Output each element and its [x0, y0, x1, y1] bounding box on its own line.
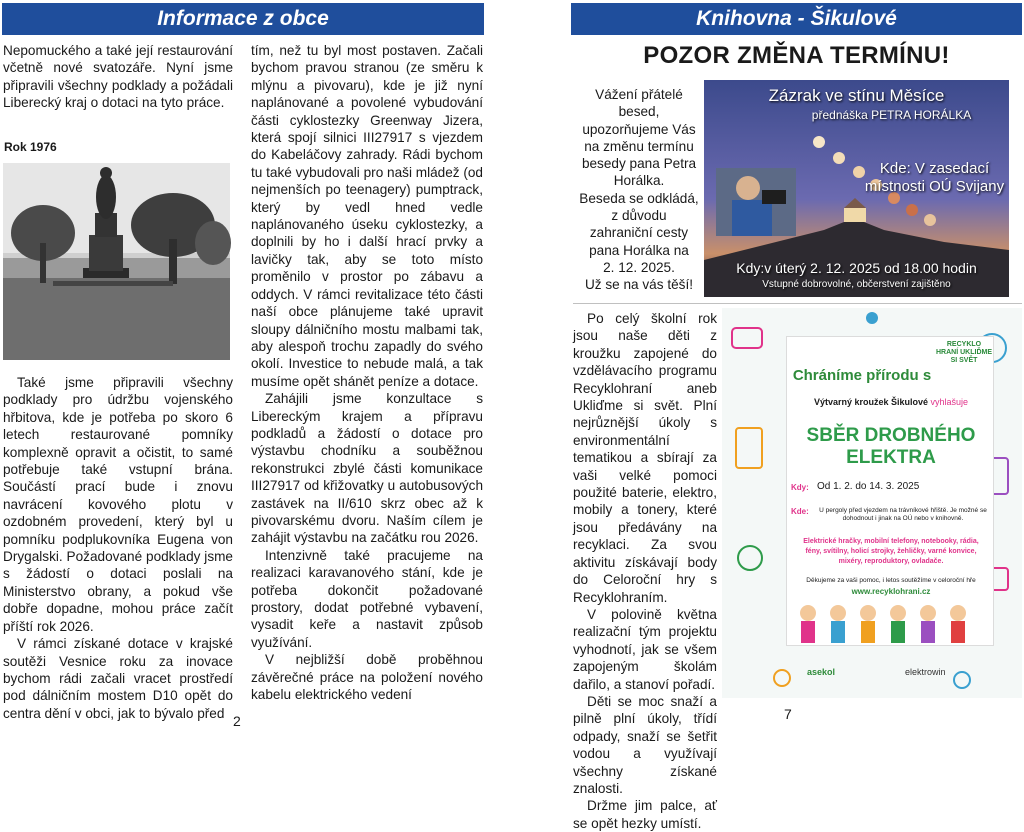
recyklohrani-logo: RECYKLO HRANÍ UKLIĎME SI SVĚT: [936, 341, 992, 364]
flyer-headline: SBĚR DROBNÉHO ELEKTRA: [806, 425, 976, 468]
poster-note: Vstupné dobrovolné, občerstvení zajištěno: [762, 279, 951, 290]
poster-lecturer: přednáška PETRA HORÁLKA: [811, 108, 972, 122]
notice-line: na změnu termínu: [584, 138, 694, 154]
notice-line: upozorňujeme Vás: [582, 121, 696, 137]
page-number-left: 2: [233, 713, 241, 729]
right-page-header-title: Knihovna - Šikulové: [696, 7, 897, 30]
right-page-header: [571, 3, 1022, 35]
notice-line: besedy pana Petra: [581, 156, 697, 172]
recycling-flyer: [722, 308, 1022, 698]
poster-title: Zázrak ve stínu Měsíce: [768, 86, 945, 105]
left-column-bottom: [3, 374, 233, 722]
page-number-right: 7: [784, 706, 792, 722]
section-divider: [573, 303, 1022, 304]
when-value: Od 1. 2. do 14. 3. 2025: [817, 481, 920, 492]
paragraph: Nepomuckého a také její restaurování včetně nové svatozáře. Nyní jsme připravili všechny podklady a požádali Liberecký kraj o dotaci na tyto práce.: [3, 43, 233, 111]
paragraph: tím, než tu byl most postaven. Začali bychom pravou stranou (ze směru k mlýnu a pivovaru), kde je již nyní naplánované a povolené vybudování části cyklostezky Greenway Jizera, která spojí silnici III27917 s vjezdem do Kabeláčovy zahrady. Rádi bychom tu také vybudovali pro naši mládež (od nejmenších po teenagery) pumptrack, který by vedl hned vedle naplánovaného úseku cyklostezky, a doplnili by ho i další hrací prvky a lavičky tak, aby se toto místo proměnilo v prostor po zábavu a oddych. V rámci revitalizace této části naší obce plánujeme také upravit sloupy dálničního mostu malbami tak, aby alespoň trochu zapadly do svého okolí. Investice to nebude malá, a tak musíme opět shánět peníze a dotace.: [251, 43, 483, 389]
club-name: Výtvarný kroužek Šikulové: [813, 397, 928, 407]
left-page-header: [2, 3, 484, 35]
left-column-top: [3, 42, 233, 112]
historic-statue-photo: [3, 163, 230, 360]
asekol-logo: asekol: [807, 667, 836, 677]
when-label: Kdy:: [791, 483, 809, 492]
poster-date: Kdy:v úterý 2. 12. 2025 od 18.00 hodin: [736, 260, 977, 276]
paragraph: V rámci získané dotace v krajské soutěži Vesnice roku za inovace bychom rádi začali vracet prostředí pod dálničním mostem D10 opět do centra dění v obci, jak to bývalo před: [3, 636, 233, 721]
flyer-title: Chráníme přírodu s: [792, 367, 932, 384]
paragraph: Držme jim palce, ať se opět hezky umístí.: [573, 798, 717, 831]
club-suffix: vyhlašuje: [930, 397, 969, 407]
accepted-items: Elektrické hračky, mobilní telefony, notebooky, rádia, fény, svítilny, holicí strojky, žehličky, varné konvice, mixéry, reproduktory, ovladače.: [803, 538, 979, 565]
paragraph: V nejbližší době proběhnou závěrečné práce na položení nového kabelu elektrického vedení: [251, 652, 483, 703]
flyer-club: [787, 397, 995, 407]
notice-line: zahraniční cesty: [589, 225, 689, 241]
poster-location: Kde: V zasedací místnosti OÚ Svijany: [864, 160, 1005, 195]
paragraph: Děti se moc snaží a pilně plní úkoly, třídí odpady, snaží se šetřit vodou a využívají všechny získané znalosti.: [573, 693, 717, 796]
notice-line: 2. 12. 2025.: [603, 259, 675, 275]
notice-line: Beseda se odkládá,: [579, 190, 699, 206]
notice-line: z důvodu: [611, 208, 667, 224]
where-value: U pergoly před vjezdem na trávníkové hřiště. Je možné se dohodnout i jinak na OÚ nebo v knihovně.: [819, 507, 987, 522]
paragraph: Intenzivně také pracujeme na realizaci karavanového stání, kde je potřeba dokončit požadované prostory, dodat potřebné vybavení, vysadit keře a nastavit způsob využívání.: [251, 547, 483, 650]
paragraph: V polovině května realizační tým projektu vyhodnotí, jak se všem zapojeným školám dařilo, a stanoví pořadí.: [573, 606, 717, 692]
notice-line: Horálka.: [613, 173, 665, 189]
right-column: [573, 310, 717, 832]
photo-caption: Rok 1976: [4, 140, 57, 154]
lecture-poster: [704, 80, 1009, 297]
elektrowin-logo: elektrowin: [905, 667, 946, 677]
paragraph: Také jsme připravili všechny podklady pro údržbu vojenského hřbitova, kde je potřeba po skoro 6 letech restaurované pomníky komplexně opravit a očistit, to samé potřebuje také vstupní brána. Součástí prací bude i znovu navrácení kovového plotu v ozdobném provedení, který byl u pomníku podplukovníka Eugena von Drygalski. Požadované podklady jsme s žádostí o dotaci poslali na Ministerstvo obrany, a pokud vše dobře dopadne, mohou práce začít příští rok 2026.: [3, 375, 233, 634]
headline: POZOR ZMĚNA TERMÍNU!: [643, 42, 950, 69]
middle-column: [251, 42, 483, 703]
notice-line: Vážení přátelé: [595, 87, 683, 102]
where-label: Kde:: [791, 507, 809, 516]
left-page-header-title: Informace z obce: [157, 7, 329, 30]
paragraph: Po celý školní rok jsou naše děti z kroužku zapojené do vzdělávacího programu Recyklohraní aneb Ukliďme si svět. Plní nejrůznější úkoly s environmentální tematikou a sbírají za vaši velké pomoci použité baterie, elektro, mobily a tonery, které jsou předávány na recyklaci. Za svou aktivitu získávají body do Celoroční hry s Recyklohraním.: [573, 311, 717, 605]
notice-line: pana Horálka na: [589, 242, 689, 258]
notice-line: besed,: [618, 104, 660, 120]
flyer-website: www.recyklohrani.cz: [851, 587, 931, 596]
paragraph: Zahájili jsme konzultace s Libereckým krajem a přípravu podkladů a žádostí o dotace pro výstavbu chodníku a souběžnou rekonstrukci zbylé části komunikace III27917 od křižovatky u autobusových zastávek na II/610 skrz obec až k pivovarskému dvoru. Naším cílem je zahájit výstavbu na začátku rou 2026.: [251, 391, 483, 546]
children-illustration: [793, 599, 989, 659]
notice-text: [571, 86, 707, 294]
flyer-card: [786, 336, 994, 677]
flyer-thanks: Děkujeme za vaši pomoc, i letos soutěžíme v celoroční hře: [806, 577, 976, 584]
notice-line: Už se na vás těší!: [584, 277, 694, 293]
